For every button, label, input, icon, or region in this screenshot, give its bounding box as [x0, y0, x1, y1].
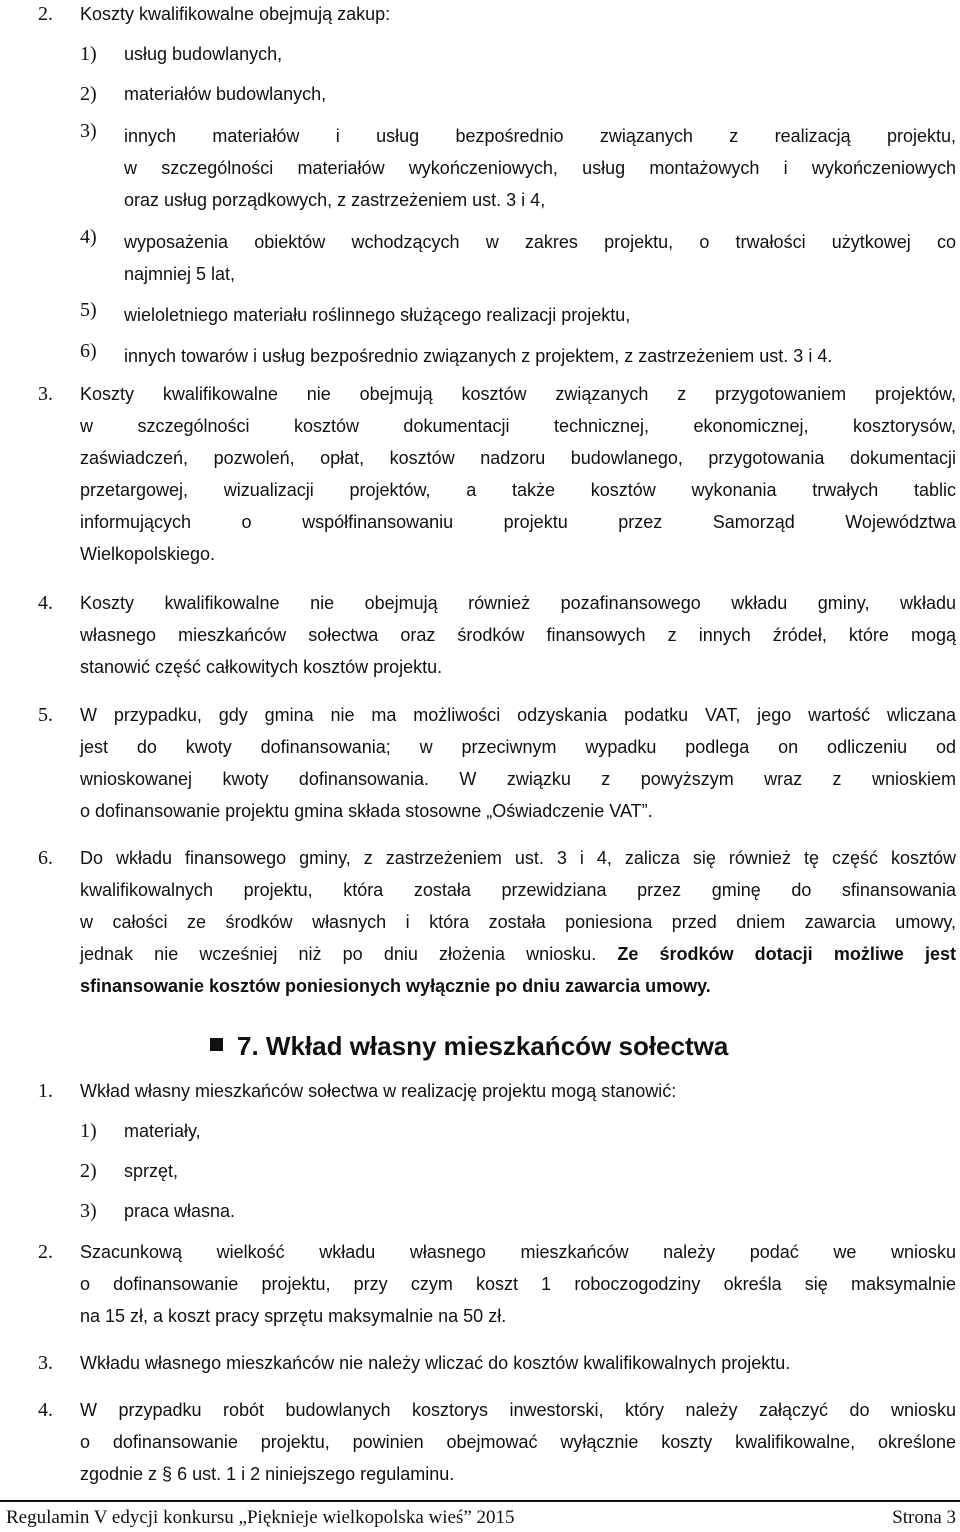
paragraph-line: Do wkładu finansowego gminy, z zastrzeżeniem ust. 3 i 4, zalicza się również tę część kosztów: [80, 848, 956, 868]
paragraph-line: [80, 970, 956, 1002]
paragraph-line: Koszty kwalifikowalne nie obejmują również pozafinansowego wkładu gminy, wkładu: [80, 593, 956, 613]
bullet-square-icon: [210, 1038, 223, 1051]
list-item: [80, 1191, 956, 1231]
list-item-number: 6): [80, 340, 97, 362]
paragraph-line: własnego mieszkańców sołectwa oraz środków finansowych z innych źródeł, które mogą: [80, 625, 956, 645]
footer-title: Regulamin V edycji konkursu „Pięknieje wielkopolska wieś” 2015: [6, 1507, 515, 1528]
section7-paragraph-3: [38, 1347, 956, 1379]
paragraph-number: 2.: [38, 1241, 53, 1263]
paragraph-number: 3.: [38, 383, 53, 405]
paragraph-line: Koszty kwalifikowalne nie obejmują kosztów związanych z przygotowaniem projektów,: [80, 384, 956, 404]
paragraph-line: Wielkopolskiego.: [80, 544, 216, 564]
paragraph-line: jest do kwoty dofinansowania; w przeciwnym wypadku podlega on odliczeniu od: [80, 737, 956, 757]
paragraph-line: W przypadku robót budowlanych kosztorys inwestorski, który należy załączyć do wniosku: [80, 1400, 956, 1420]
section-heading: [210, 1026, 728, 1066]
paragraph-number: 6.: [38, 847, 53, 869]
list-item-text: wieloletniego materiału roślinnego służącego realizacji projektu,: [124, 305, 631, 325]
paragraph-line: W przypadku, gdy gmina nie ma możliwości odzyskania podatku VAT, jego wartość wliczana: [80, 705, 956, 725]
list-item: [80, 226, 956, 290]
section7-paragraph-1: [38, 1075, 956, 1231]
paragraph-line: kwalifikowalnych projektu, która została przewidziana przez gminę do sfinansowania: [80, 880, 956, 900]
paragraph-3: [38, 378, 956, 570]
page-number: Strona 3: [892, 1507, 956, 1528]
section7-paragraph-2: [38, 1236, 956, 1332]
list-item: [80, 74, 956, 114]
paragraph-line: przetargowej, wizualizacji projektów, a także kosztów wykonania trwałych tablic: [80, 480, 956, 500]
paragraph-line: stanowić część całkowitych kosztów projektu.: [80, 657, 443, 677]
paragraph-line: wnioskowanej kwoty dofinansowania. W związku z powyższym wraz z wnioskiem: [80, 769, 956, 789]
paragraph-number: 1.: [38, 1080, 53, 1102]
list-item-text: najmniej 5 lat,: [124, 264, 236, 284]
paragraph-line: zaświadczeń, pozwoleń, opłat, kosztów nadzoru budowlanego, przygotowania dokumentacji: [80, 448, 956, 468]
list-item-number: 2): [80, 1160, 97, 1182]
paragraph-intro: Wkład własny mieszkańców sołectwa w realizację projektu mogą stanowić:: [80, 1081, 677, 1101]
list-item-text: oraz usług porządkowych, z zastrzeżeniem ust. 3 i 4,: [124, 190, 546, 210]
bold-text: Ze środków dotacji możliwe jest: [617, 944, 956, 964]
list-item-number: 1): [80, 43, 97, 65]
paragraph-line: [80, 938, 956, 970]
paragraph-number: 4.: [38, 592, 53, 614]
paragraph-intro: Koszty kwalifikowalne obejmują zakup:: [80, 4, 391, 24]
paragraph-number: 3.: [38, 1352, 53, 1374]
list-item: [80, 34, 956, 74]
paragraph-line: o dofinansowanie projektu gmina składa stosowne „Oświadczenie VAT”.: [80, 801, 653, 821]
paragraph-text: jednak nie wcześniej niż po dniu złożenia wniosku.: [80, 944, 597, 964]
list-item-text: materiałów budowlanych,: [124, 84, 327, 104]
list-item-text: wyposażenia obiektów wchodzących w zakres projektu, o trwałości użytkowej co: [124, 232, 956, 252]
list-item-text: innych towarów i usług bezpośrednio związanych z projektem, z zastrzeżeniem ust. 3 i 4.: [124, 346, 833, 366]
paragraph-line: zgodnie z § 6 ust. 1 i 2 niniejszego regulaminu.: [80, 1464, 455, 1484]
paragraph-number: 4.: [38, 1399, 53, 1421]
list-item-text: praca własna.: [124, 1201, 236, 1221]
paragraph-6: [38, 842, 956, 1002]
paragraph-line: w szczególności kosztów dokumentacji technicznej, ekonomicznej, kosztorysów,: [80, 416, 956, 436]
list-item-text: sprzęt,: [124, 1161, 179, 1181]
list-item-text: usług budowlanych,: [124, 44, 283, 64]
paragraph-line: o dofinansowanie projektu, powinien obejmować wyłącznie koszty kwalifikowalne, określone: [80, 1432, 956, 1452]
list-item: [80, 299, 956, 331]
list-item: [80, 1111, 956, 1151]
list-item-number: 2): [80, 83, 97, 105]
page-footer: [0, 1500, 960, 1530]
list-item-number: 5): [80, 299, 97, 321]
paragraph-line: na 15 zł, a koszt pracy sprzętu maksymalnie na 50 zł.: [80, 1306, 507, 1326]
paragraph-line: o dofinansowanie projektu, przy czym koszt 1 roboczogodziny określa się maksymalnie: [80, 1274, 956, 1294]
paragraph-line: Szacunkową wielkość wkładu własnego mieszkańców należy podać we wniosku: [80, 1242, 956, 1262]
list-item-number: 1): [80, 1120, 97, 1142]
list-item-text: w szczególności materiałów wykończeniowych, usług montażowych i wykończeniowych: [124, 158, 956, 178]
bold-text: sfinansowanie kosztów poniesionych wyłącznie po dniu zawarcia umowy.: [80, 976, 711, 996]
list-item: [80, 120, 956, 216]
list-item-text: innych materiałów i usług bezpośrednio związanych z realizacją projektu,: [124, 126, 956, 146]
paragraph-number: 5.: [38, 704, 53, 726]
paragraph-number: 2.: [38, 3, 53, 25]
list-item-number: 4): [80, 226, 97, 248]
list-item: [80, 340, 956, 372]
list-item-number: 3): [80, 1200, 97, 1222]
paragraph-line: informujących o współfinansowaniu projektu przez Samorząd Województwa: [80, 512, 956, 532]
list-item-text: materiały,: [124, 1121, 201, 1141]
list-item-number: 3): [80, 120, 97, 142]
paragraph-5: [38, 699, 956, 827]
paragraph-4: [38, 587, 956, 683]
section7-paragraph-4: [38, 1394, 956, 1490]
paragraph-2: [38, 0, 956, 372]
paragraph-line: Wkładu własnego mieszkańców nie należy wliczać do kosztów kwalifikowalnych projektu.: [80, 1353, 791, 1373]
list-item: [80, 1151, 956, 1191]
paragraph-line: w całości ze środków własnych i która została poniesiona przed dniem zawarcia umowy,: [80, 912, 956, 932]
section-heading-text: 7. Wkład własny mieszkańców sołectwa: [237, 1031, 729, 1061]
